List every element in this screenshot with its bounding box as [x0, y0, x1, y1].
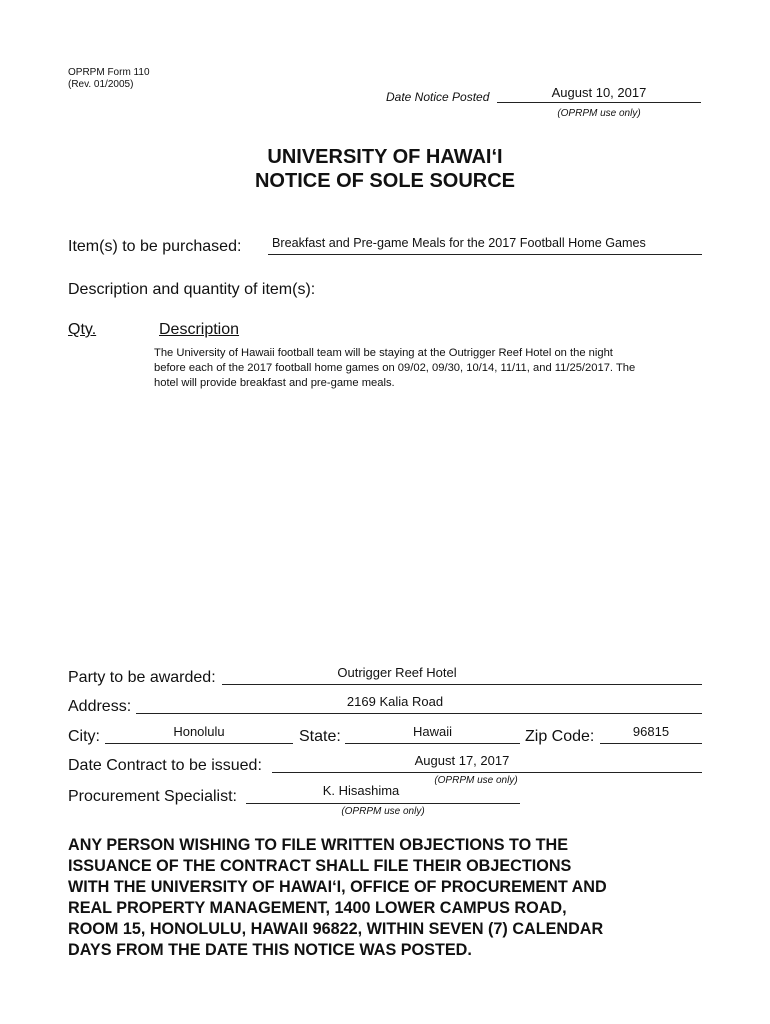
state-value[interactable]: Hawaii	[412, 724, 452, 739]
items-value[interactable]: Breakfast and Pre-game Meals for the 2017 Football Home Games	[272, 236, 646, 250]
specialist-line	[246, 803, 520, 804]
city-label: City:	[68, 728, 100, 745]
items-label: Item(s) to be purchased:	[68, 238, 242, 255]
description-line-1: The University of Hawaii football team will be staying at the Outrigger Reef Hotel on the night	[154, 347, 613, 359]
address-line	[136, 713, 702, 714]
party-label: Party to be awarded:	[68, 669, 216, 686]
specialist-note: (OPRPM use only)	[341, 806, 425, 817]
zip-label: Zip Code:	[525, 728, 595, 745]
objection-notice	[68, 835, 708, 961]
zip-line	[600, 743, 702, 744]
items-line	[268, 254, 702, 255]
party-value[interactable]: Outrigger Reef Hotel	[337, 665, 457, 680]
qty-header: Qty.	[68, 321, 97, 338]
description-text[interactable]	[154, 346, 714, 391]
specialist-value[interactable]: K. Hisashima	[322, 783, 400, 798]
contract-date-value[interactable]: August 17, 2017	[414, 753, 510, 768]
notice-line-4: REAL PROPERTY MANAGEMENT, 1400 LOWER CAMPUS ROAD,	[68, 899, 567, 917]
date-posted-line	[497, 102, 701, 103]
description-line-3: hotel will provide breakfast and pre-game meals.	[154, 377, 395, 389]
date-posted-note: (OPRPM use only)	[557, 108, 641, 119]
date-posted-label: Date Notice Posted	[386, 90, 490, 104]
description-heading: Description and quantity of item(s):	[68, 281, 316, 298]
party-line	[222, 684, 702, 685]
description-header: Description	[159, 321, 240, 338]
date-posted-value[interactable]: August 10, 2017	[551, 85, 647, 100]
city-line	[105, 743, 293, 744]
state-label: State:	[299, 728, 341, 745]
form-revision: (Rev. 01/2005)	[68, 79, 134, 90]
city-value[interactable]: Honolulu	[173, 724, 225, 739]
notice-line-1: ANY PERSON WISHING TO FILE WRITTEN OBJECTIONS TO THE	[68, 836, 569, 854]
university-title: UNIVERSITY OF HAWAI‘I	[267, 146, 503, 168]
notice-line-2: ISSUANCE OF THE CONTRACT SHALL FILE THEIR OBJECTIONS	[68, 857, 572, 875]
notice-title: NOTICE OF SOLE SOURCE	[254, 170, 516, 192]
description-line-2: before each of the 2017 football home games on 09/02, 09/30, 10/14, 11/11, and 11/25/2017. The	[154, 362, 636, 374]
contract-date-label: Date Contract to be issued:	[68, 757, 262, 774]
zip-value[interactable]: 96815	[632, 724, 670, 739]
state-line	[345, 743, 520, 744]
specialist-label: Procurement Specialist:	[68, 788, 237, 805]
contract-date-line	[272, 772, 702, 773]
address-label: Address:	[68, 698, 132, 715]
notice-line-3: WITH THE UNIVERSITY OF HAWAI‘I, OFFICE OF PROCUREMENT AND	[68, 878, 607, 896]
notice-line-6: DAYS FROM THE DATE THIS NOTICE WAS POSTED.	[68, 941, 472, 959]
contract-date-note: (OPRPM use only)	[434, 775, 518, 786]
notice-line-5: ROOM 15, HONOLULU, HAWAII 96822, WITHIN SEVEN (7) CALENDAR	[68, 920, 604, 938]
address-value[interactable]: 2169 Kalia Road	[346, 694, 444, 709]
form-id: OPRPM Form 110	[68, 67, 150, 78]
